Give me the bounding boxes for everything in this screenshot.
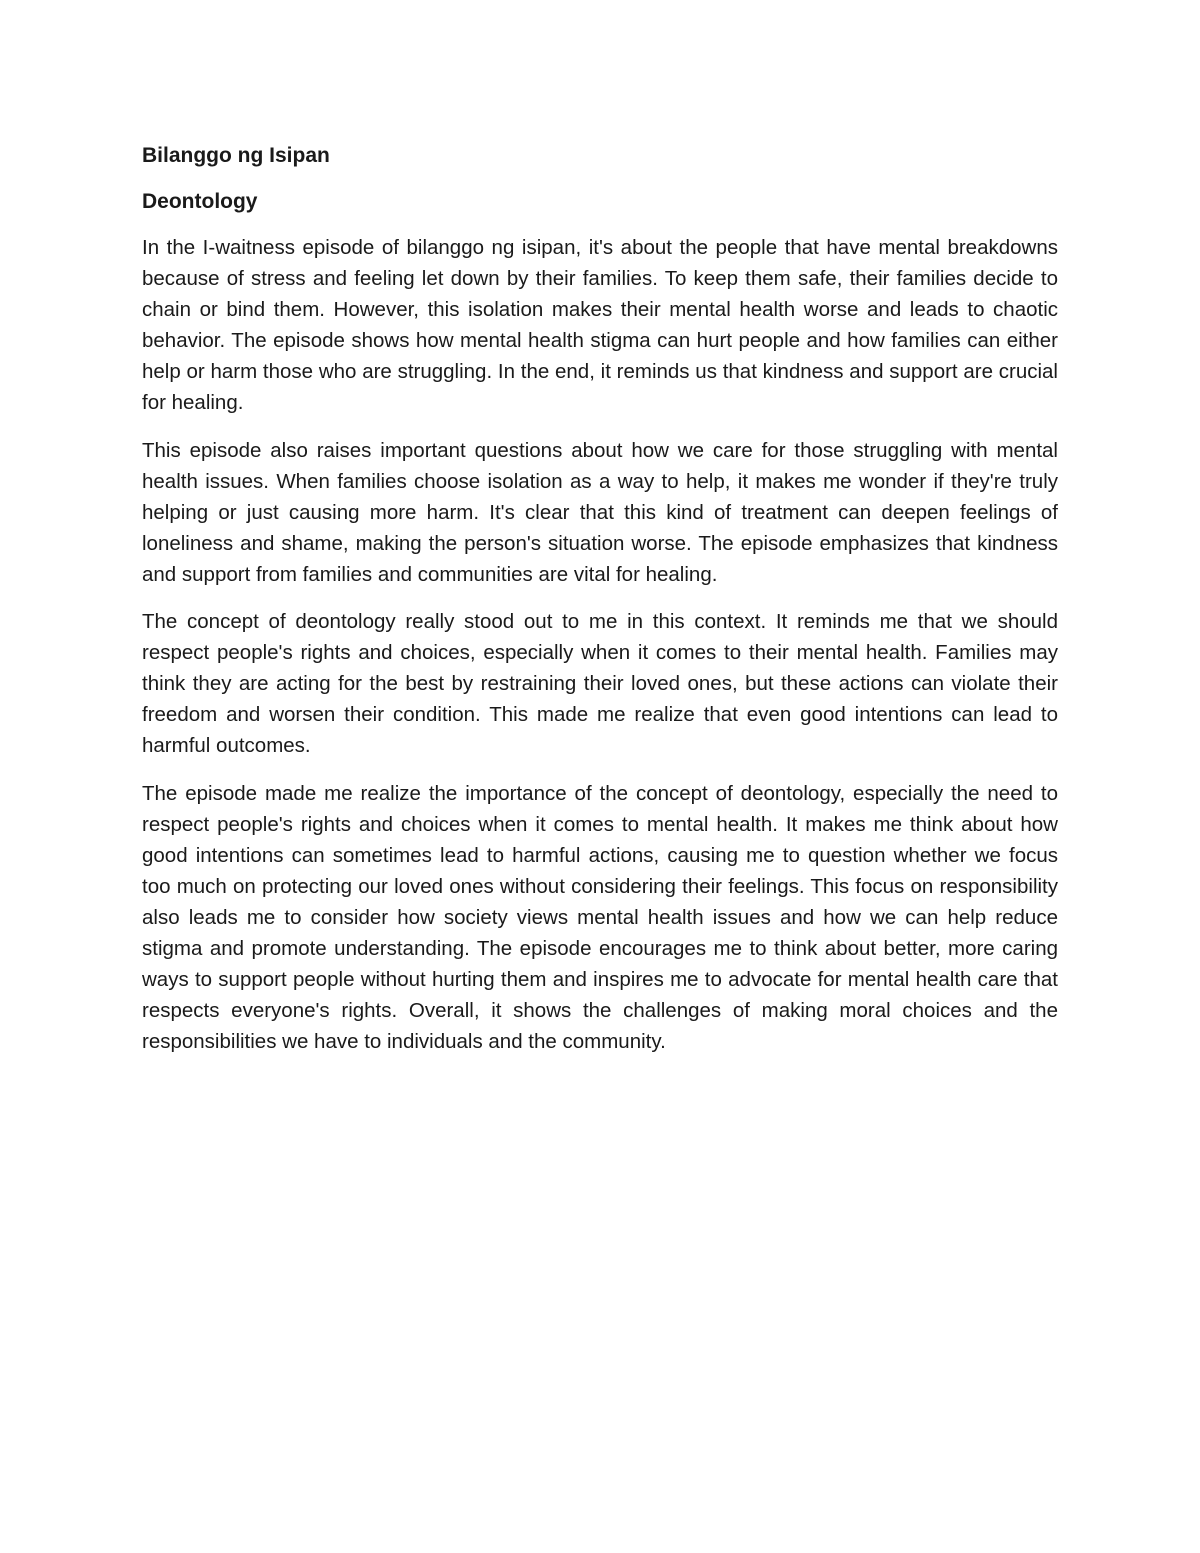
- paragraph-3: The concept of deontology really stood out to me in this context. It reminds me that we should respect people's rights and choices, especially when it comes to their mental health. Families may think they are acting for the best by restraining their loved ones, but these actions can violate their freedom and worsen their condition. This made me realize that even good intentions can lead to harmful outcomes.: [142, 610, 1058, 758]
- document-body: [142, 140, 1058, 1073]
- paragraph-4: The episode made me realize the importance of the concept of deontology, especially the need to respect people's rights and choices when it comes to mental health. It makes me think about how good intentions can sometimes lead to harmful actions, causing me to question whether we focus too much on protecting our loved ones without considering their feelings. This focus on responsibility also leads me to consider how society views mental health issues and how we can help reduce stigma and promote understanding. The episode encourages me to think about better, more caring ways to support people without hurting them and inspires me to advocate for mental health care that respects everyone's rights. Overall, it shows the challenges of making moral choices and the responsibilities we have to individuals and the community.: [142, 781, 1058, 1054]
- document-title: Bilanggo ng Isipan: [142, 144, 330, 167]
- section-heading: Deontology: [142, 190, 258, 213]
- paragraph-1: In the I-waitness episode of bilanggo ng isipan, it's about the people that have mental breakdowns because of stress and feeling let down by their families. To keep them safe, their families decide to chain or bind them. However, this isolation makes their mental health worse and leads to chaotic behavior. The episode shows how mental health stigma can hurt people and how families can either help or harm those who are struggling. In the end, it reminds us that kindness and support are crucial for healing.: [142, 236, 1058, 415]
- paragraph-2: This episode also raises important questions about how we care for those struggling with mental health issues. When families choose isolation as a way to help, it makes me wonder if they're truly helping or just causing more harm. It's clear that this kind of treatment can deepen feelings of loneliness and shame, making the person's situation worse. The episode emphasizes that kindness and support from families and communities are vital for healing.: [142, 438, 1058, 586]
